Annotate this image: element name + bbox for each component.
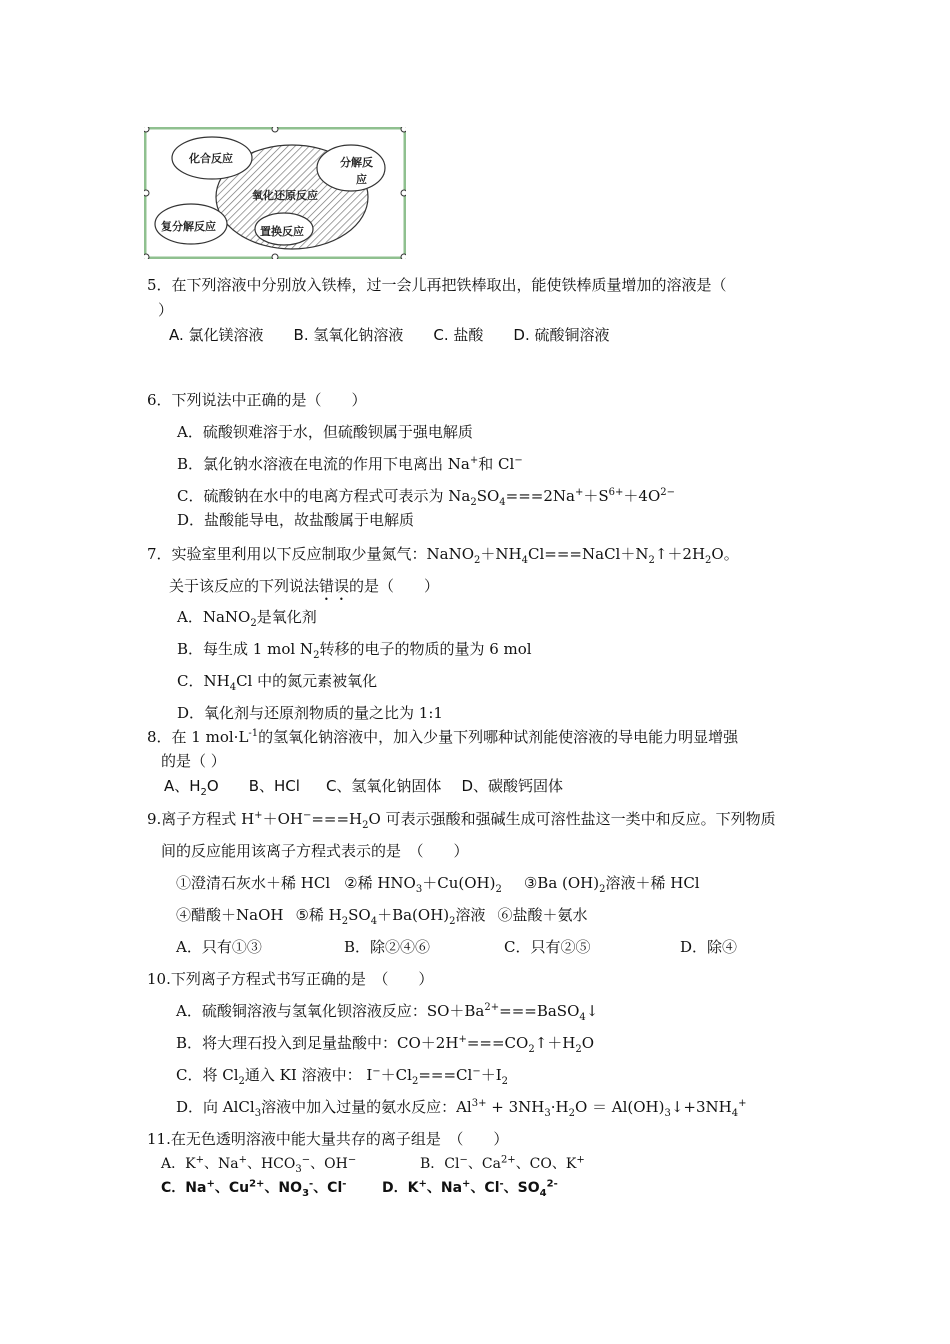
q5-stem-line1: 5．在下列溶液中分别放入铁棒，过一会儿再把铁棒取出，能使铁棒质量增加的溶液是（ [147, 276, 727, 294]
q11-option-b: B．Cl−、$Ca^{2+}$、CO、K+ [420, 1154, 585, 1172]
q8-option-a: A、$H_2O$ [164, 777, 219, 798]
q5-option-a: A. 氯化镁溶液 [169, 326, 264, 344]
q9-item-4: ④醋酸＋NaOH [176, 906, 284, 924]
q6-stem: 6．下列说法中正确的是（ ） [147, 391, 367, 409]
q7-option-a: A．NaNO$_2$是氧化剂 [177, 608, 317, 629]
q9-items-row2 [176, 906, 588, 927]
label-double-displacement-reaction: 复分解反应 [161, 220, 216, 233]
reaction-type-diagram [144, 127, 406, 259]
label-displacement-reaction: 置换反应 [260, 225, 304, 238]
q5-option-d: D. 硫酸铜溶液 [513, 326, 610, 344]
q8-options [164, 777, 563, 798]
label-combination-reaction: 化合反应 [189, 152, 233, 165]
label-decomposition-reaction-2: 应 [356, 173, 367, 186]
q5-option-c: C. 盐酸 [433, 326, 484, 344]
q5-options [169, 326, 609, 344]
q9-option-d: D．除④ [680, 938, 738, 956]
q9-item-1: ①澄清石灰水＋稀 HCl [176, 874, 331, 892]
q8-option-c: C、氢氧化钠固体 [325, 777, 442, 795]
q9-option-b: B．除②④⑥ [344, 938, 431, 956]
q11-stem: 11.在无色透明溶液中能大量共存的离子组是 （ ） [147, 1130, 509, 1148]
q10-option-b: B．将大理石投入到足量盐酸中：$CO+2H^+===CO_2↑+H_2O$ [176, 1034, 595, 1055]
q6-option-a: A．硫酸钡难溶于水，但硫酸钡属于强电解质 [177, 423, 473, 441]
q5-stem-line2: ） [158, 301, 174, 319]
q6-option-b: B．氯化钠水溶液在电流的作用下电离出 Na+和 Cl− [177, 455, 523, 473]
q10-option-a: A．硫酸铜溶液与氢氧化钡溶液反应：$SO+Ba^{2+}===BaSO_4↓$ [176, 1002, 599, 1023]
q5-option-b: B. 氢氧化钠溶液 [293, 326, 404, 344]
emphasis-dotted-text: 错误 [319, 577, 350, 595]
q6-option-d: D．盐酸能导电，故盐酸属于电解质 [177, 511, 415, 529]
q11-option-a: A．K+、Na+、$HCO_3^-$、OH− [161, 1154, 357, 1175]
label-redox-reaction: 氧化还原反应 [252, 189, 318, 202]
q10-option-d: D．向 AlCl$_3$溶液中加入过量的氨水反应：$Al^{3+} + 3NH_3\cdot H_2O$ ＝ $Al(OH)_3↓+3NH_4^+$ [176, 1098, 747, 1119]
q11-option-c: C．Na+、$Cu^{2+}$、$NO_3^-$、Cl- [161, 1178, 347, 1199]
q9-option-c: C．只有②⑤ [504, 938, 591, 956]
q7-option-c: C．$NH_4Cl$ 中的氮元素被氧化 [177, 672, 378, 693]
q9-item-5: ⑤稀 $H_2SO_4+Ba(OH)_2$溶液 [295, 906, 486, 927]
q6-option-c: C．硫酸钠在水中的电离方程式可表示为 $Na_2SO_4===2Na^++S^{6+}+4O^{2-}$ [177, 487, 675, 508]
q9-stem-line1: 9.离子方程式 $H^++OH^-===H_2O$ 可表示强酸和强碱生成可溶性盐这一类中和反应。下列物质 [147, 810, 776, 831]
q7-stem-line2: 关于该反应的下列说法错误的是（ ） [169, 577, 440, 595]
q9-option-a: A．只有①③ [176, 938, 262, 956]
q7-stem-line1: 7．实验室里利用以下反应制取少量氮气：$NaNO_2+NH_4Cl===NaCl+N_2↑+2H_2O$。 [147, 545, 739, 566]
q9-stem-line2: 间的反应能用该离子方程式表示的是 （ ） [161, 842, 469, 860]
q9-item-2: ②稀 $HNO_3+Cu(OH)_2$ [344, 874, 502, 895]
q8-stem-line2: 的是（ ） [161, 752, 226, 770]
q11-option-d: D．K+、Na+、Cl-、$SO_4^{2-}$ [382, 1178, 558, 1199]
q7-option-d: D．氧化剂与还原剂物质的量之比为 1:1 [177, 704, 443, 722]
q10-stem: 10.下列离子方程式书写正确的是 （ ） [147, 970, 434, 988]
q8-option-d: D、碳酸钙固体 [461, 777, 563, 795]
q8-option-b: B、HCl [248, 777, 300, 795]
label-decomposition-reaction-1: 分解反 [340, 156, 373, 169]
q9-item-6: ⑥盐酸＋氨水 [497, 906, 588, 924]
q7-option-b: B．每生成 1 mol $N_2$转移的电子的物质的量为 6 mol [177, 640, 532, 661]
q8-stem-line1: 8．在 1 $mol\cdot L^{-1}$的氢氧化钠溶液中，加入少量下列哪种试剂能使溶液的导电能力明显增强 [147, 728, 739, 746]
q9-item-3: ③Ba $(OH)_2$溶液＋稀 HCl [523, 874, 700, 895]
q10-option-c: C．将 $Cl_2$通入 KI 溶液中： $I^-+Cl_2===Cl^-+I_2$ [176, 1066, 509, 1087]
q9-items-row1 [176, 874, 700, 895]
